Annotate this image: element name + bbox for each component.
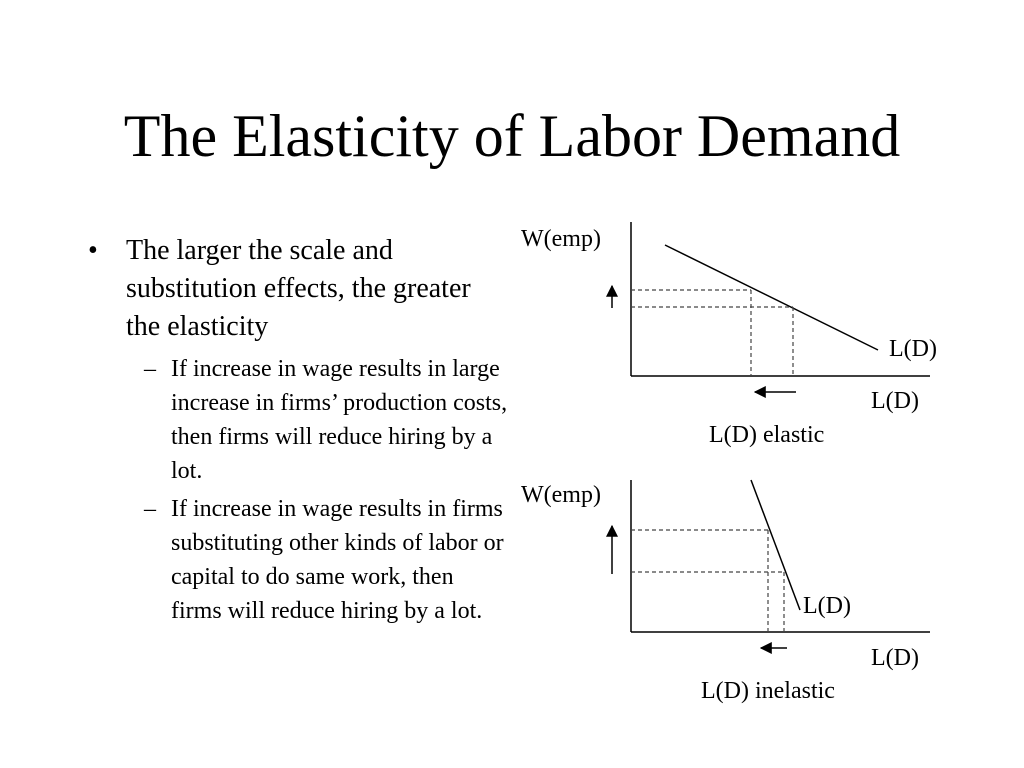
elastic-x-axis-label: L(D) xyxy=(871,388,919,414)
elastic-y-axis-label: W(emp) xyxy=(521,226,601,252)
sub-bullet-marker: – xyxy=(144,356,156,382)
inelastic-x-axis-label: L(D) xyxy=(871,645,919,671)
sub-bullet-marker: – xyxy=(144,496,156,522)
slide-title: The Elasticity of Labor Demand xyxy=(123,103,901,169)
inelastic-diagram xyxy=(521,480,930,704)
inelastic-demand-curve xyxy=(751,480,800,610)
bullet-text: The larger the scale and substitution effects, the greater the elasticity xyxy=(126,235,471,342)
elastic-curve-label: L(D) xyxy=(889,336,937,362)
inelastic-caption: L(D) inelastic xyxy=(701,678,835,704)
bullet-marker: • xyxy=(88,235,98,266)
inelastic-y-axis-label: W(emp) xyxy=(521,482,601,508)
elastic-demand-curve xyxy=(665,245,878,350)
sub-bullet-text: If increase in wage results in large increase in firms’ production costs, then firms will reduce hiring by a lot. xyxy=(171,356,508,484)
sub-bullet-text: If increase in wage results in firms substituting other kinds of labor or capital to do same work, then firms will reduce hiring by a lot. xyxy=(171,496,504,624)
inelastic-curve-label: L(D) xyxy=(803,593,851,619)
elastic-diagram xyxy=(521,222,937,448)
elastic-caption: L(D) elastic xyxy=(709,422,825,448)
